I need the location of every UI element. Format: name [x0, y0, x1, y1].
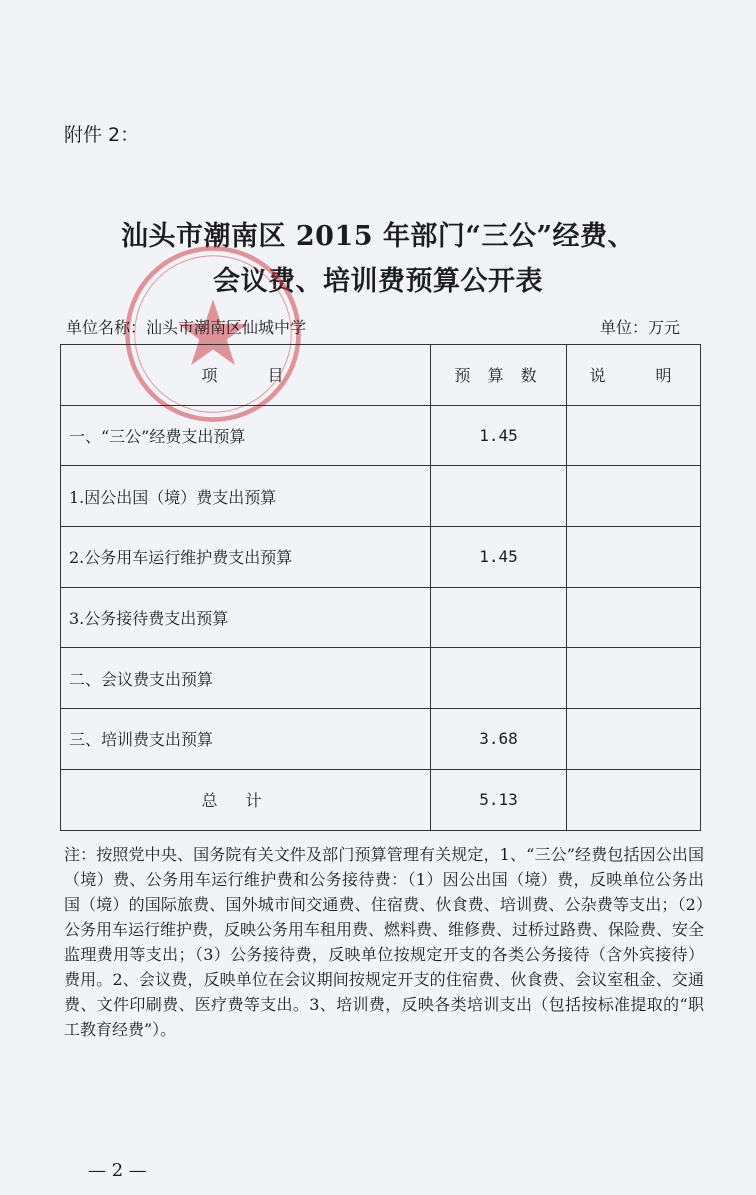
row-amount: 3.68 [431, 709, 567, 770]
row-item: 二、会议费支出预算 [61, 648, 431, 709]
page-number: — 2 — [88, 1160, 147, 1181]
row-note [567, 587, 701, 648]
row-item: 2.公务用车运行维护费支出预算 [61, 527, 431, 588]
row-item: 3.公务接待费支出预算 [61, 587, 431, 648]
row-item: 三、培训费支出预算 [61, 709, 431, 770]
table-row [61, 466, 701, 527]
table-total-row [61, 769, 701, 830]
table-row [61, 587, 701, 648]
header-note: 说 明 [567, 345, 701, 406]
table-row [61, 709, 701, 770]
table-row [61, 405, 701, 466]
title-line-2: 会议费、培训费预算公开表 [213, 266, 543, 297]
header-item: 项 目 [61, 345, 431, 406]
attachment-label: 附件 2： [64, 124, 140, 146]
unit-name: 单位名称：汕头市潮南区仙城中学 [66, 318, 307, 337]
row-amount: 1.45 [431, 527, 567, 588]
total-amount: 5.13 [431, 769, 567, 830]
row-item: 一、“三公”经费支出预算 [61, 405, 431, 466]
row-note [567, 709, 701, 770]
footnote: 注：按照党中央、国务院有关文件及部门预算管理有关规定，1、“三公”经费包括因公出国（境）费、公务用车运行维护费和公务接待费：（1）因公出国（境）费，反映单位公务出国（境）的国际旅费、国外城市间交通费、住宿费、伙食费、培训费、公杂费等支出；（2）公务用车运行维护费，反映公务用车租用费、燃料费、维修费、过桥过路费、保险费、安全监理费用等支出；（3）公务接待费，反映单位按规定开支的各类公务接待（含外宾接待）费用。2、会议费，反映单位在会议期间按规定开支的住宿费、伙食费、会议室租金、交通费、文件印刷费、医疗费等支出。3、培训费，反映各类培训支出（包括按标准提取的“职工教育经费”）。 [64, 845, 705, 1039]
row-amount [431, 466, 567, 527]
row-amount [431, 648, 567, 709]
header-amount: 预 算 数 [431, 345, 567, 406]
title-line-1: 汕头市潮南区 2015 年部门“三公”经费、 [120, 221, 635, 252]
row-amount: 1.45 [431, 405, 567, 466]
currency-unit: 单位：万元 [600, 318, 681, 337]
row-amount [431, 587, 567, 648]
total-note [567, 769, 701, 830]
row-note [567, 527, 701, 588]
table-row [61, 648, 701, 709]
row-item: 1.因公出国（境）费支出预算 [61, 466, 431, 527]
budget-table [60, 344, 701, 831]
table-row [61, 527, 701, 588]
row-note [567, 648, 701, 709]
row-note [567, 466, 701, 527]
total-label: 总计 [61, 769, 431, 830]
table-header-row [61, 345, 701, 406]
row-note [567, 405, 701, 466]
